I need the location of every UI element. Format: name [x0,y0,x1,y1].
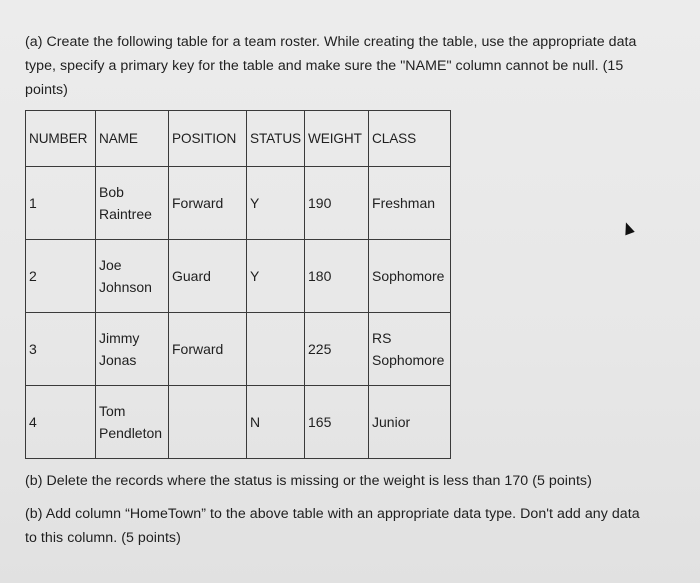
cell-name [96,313,169,386]
cell-number: 1 [26,167,96,240]
cell-number: 3 [26,313,96,386]
class-line-2: Sophomore [372,352,445,368]
roster-table [25,110,451,459]
table-row [26,240,451,313]
cell-position: Forward [169,167,247,240]
cell-class [369,167,451,240]
header-status: STATUS [247,111,305,167]
cell-status: Y [247,167,305,240]
cell-position [169,386,247,459]
cell-weight: 180 [305,240,369,313]
cell-weight: 225 [305,313,369,386]
table-header-row [26,111,451,167]
part-a-line-3: points) [25,82,68,98]
part-a-line-2: type, specify a primary key for the table and make sure the "NAME" column cannot be null. (15 [25,58,624,74]
mouse-pointer-icon [621,221,635,236]
table-row [26,313,451,386]
cell-status [247,313,305,386]
header-class: CLASS [369,111,451,167]
header-weight: WEIGHT [305,111,369,167]
name-last: Jonas [99,352,137,368]
name-last: Pendleton [99,425,163,441]
part-b-add-column-instructions [25,502,640,550]
name-first: Bob [99,184,124,200]
part-b-add-line-2: to this column. (5 points) [25,530,181,546]
class-line-1: Freshman [372,195,436,211]
name-first: Jimmy [99,330,140,346]
part-b-add-line-1: (b) Add column “HomeTown” to the above table with an appropriate data type. Don't add any data [25,506,640,522]
part-a-instructions [25,30,636,102]
cell-number: 4 [26,386,96,459]
name-last: Raintree [99,206,152,222]
header-position: POSITION [169,111,247,167]
cell-name [96,240,169,313]
name-last: Johnson [99,279,152,295]
cell-name [96,167,169,240]
cell-weight: 190 [305,167,369,240]
cell-position: Guard [169,240,247,313]
header-name: NAME [96,111,169,167]
cell-name [96,386,169,459]
class-line-1: Junior [372,414,411,430]
cell-number: 2 [26,240,96,313]
cell-weight: 165 [305,386,369,459]
table-row [26,386,451,459]
name-first: Joe [99,257,122,273]
table-row [26,167,451,240]
part-b-delete-instructions [25,469,592,493]
header-number: NUMBER [26,111,96,167]
name-first: Tom [99,403,126,419]
cell-class [369,386,451,459]
part-a-line-1: (a) Create the following table for a team roster. While creating the table, use the appropriate data [25,34,637,50]
cell-position: Forward [169,313,247,386]
part-b-delete-line: (b) Delete the records where the status is missing or the weight is less than 170 (5 points) [25,473,592,489]
cell-class [369,313,451,386]
cell-status: Y [247,240,305,313]
class-line-1: RS [372,330,392,346]
class-line-1: Sophomore [372,268,445,284]
cell-class [369,240,451,313]
cell-status: N [247,386,305,459]
